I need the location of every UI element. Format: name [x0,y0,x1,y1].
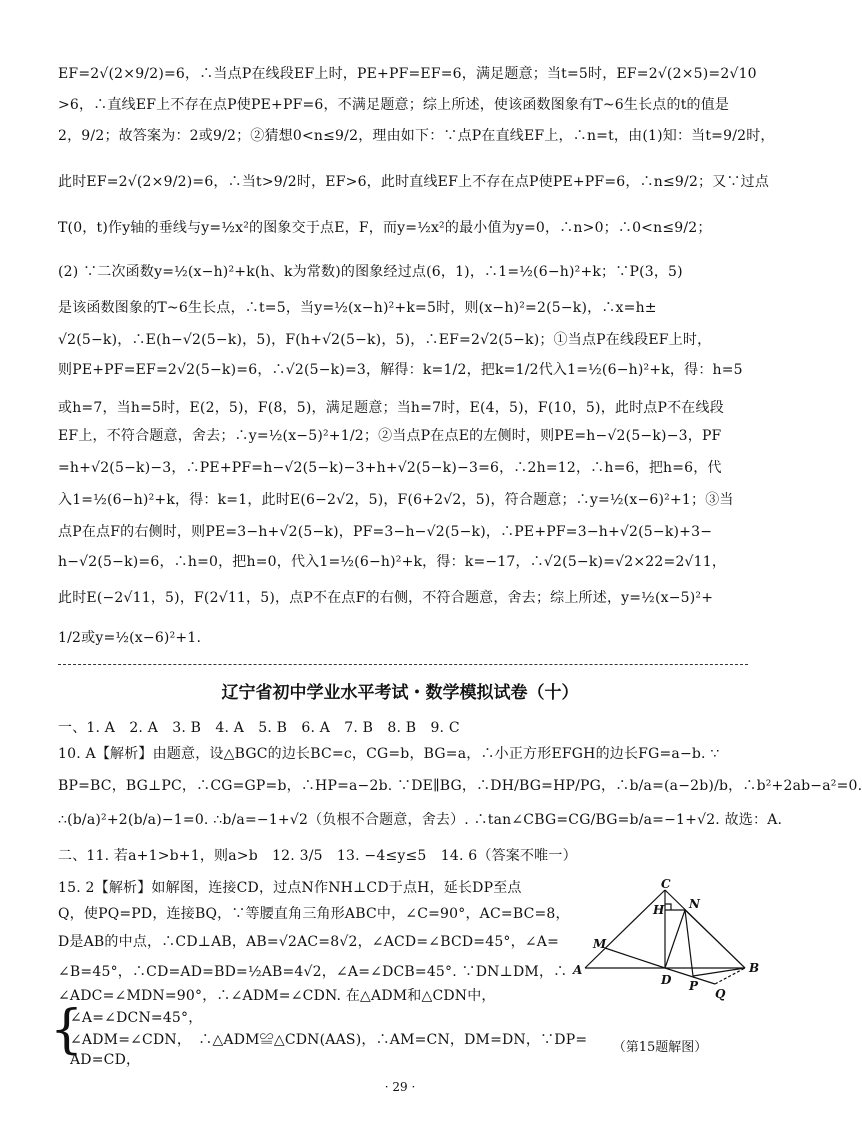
text-line: ∴(b/a)²+2(b/a)−1=0. ∴b/a=−1+√2（负根不合题意，舍去）. ∴tan∠CBG=CG/BG=b/a=−1+√2. 故选：A. [58,812,783,828]
text-line: (2) ∵二次函数y=½(x−h)²+k(h、k为常数)的图象经过点(6，1)，∴1=½(6−h)²+k；∵P(3，5) [58,264,683,280]
text-line: 一、1. A 2. A 3. B 4. A 5. B 6. A 7. B 8. B 9. C [58,720,460,736]
label-a: A [573,963,583,977]
text-line: √2(5−k)，∴E(h−√2(5−k)，5)，F(h+√2(5−k)，5)，∴EF=2√2(5−k)；①当点P在线段EF上时， [58,332,712,348]
text-line: 2，9/2；故答案为：2或9/2；②猜想0<n≤9/2，理由如下：∵点P在直线EF上，∴n=t，由(1)知：当t=9/2时， [58,128,775,144]
label-m: M [593,937,607,951]
text-line: ∠ADM=∠CDN， ∴△ADM≌△CDN(AAS)，∴AM=CN，DM=DN，∵DP= [70,1032,588,1048]
label-b: B [749,961,760,975]
text-line: 二、11. 若a+1>b+1，则a>b 12. 3/5 13. −4≤y≤5 14. 6（答案不唯一） [58,848,577,864]
text-line: Q，使PQ=PD，连接BQ，∵等腰直角三角形ABC中，∠C=90°，AC=BC=8， [58,906,570,922]
section-divider [58,664,748,665]
text-line: 则PE+PF=EF=2√2(5−k)=6，∴√2(5−k)=3，解得：k=1/2，把k=1/2代入1=½(6−h)²+k，得：h=5 [58,362,743,378]
label-q: Q [715,987,726,1001]
label-d: D [661,973,672,987]
text-line: AD=CD， [70,1052,141,1068]
text-line: EF=2√(2×9/2)=6，∴当点P在线段EF上时，PE+PF=EF=6，满足题意；当t=5时，EF=2√(2×5)=2√10 [58,66,757,82]
text-line: T(0，t)作y轴的垂线与y=½x²的图象交于点E，F，而y=½x²的最小值为y=0，∴n>0；∴0<n≤9/2； [58,220,712,236]
text-line: 此时E(−2√11，5)，F(2√11，5)，点P不在点F的右侧，不符合题意，舍去；综上所述，y=½(x−5)²+ [58,590,714,606]
text-line: 或h=7，当h=5时，E(2，5)，F(8，5)，满足题意；当h=7时，E(4，5)，F(10，5)，此时点P不在线段 [58,400,724,416]
text-line: ∠ADC=∠MDN=90°，∴∠ADM=∠CDN. 在△ADM和△CDN中， [58,988,496,1004]
text-line: ∠B=45°，∴CD=AD=BD=½AB=4√2，∠A=∠DCB=45°. ∵DN⊥DM，∴ [58,964,568,980]
text-line: D是AB的中点，∴CD⊥AB，AB=√2AC=8√2，∠ACD=∠BCD=45°，∠A= [58,934,560,950]
label-n: N [689,897,700,911]
system-brace: { [50,1000,84,1060]
segment-md [605,948,665,968]
text-line: 15. 2【解析】如解图，连接CD，过点N作NH⊥CD于点H，延长DP至点 [58,880,522,896]
text-line: BP=BC，BG⊥PC，∴CG=GP=b，∴HP=a−2b. ∵DE∥BG，∴DH/BG=HP/PG，∴b/a=(a−2b)/b，∴b²+2ab−a²=0. [58,778,862,794]
segment-dn [665,910,685,968]
text-line: EF上，不符合题意，舍去；∴y=½(x−5)²+1/2；②当点P在点E的左侧时，则PE=h−√2(5−k)−3，PF [58,428,722,444]
text-line: ∠A=∠DCN=45°， [70,1010,203,1026]
segment-np [685,910,693,976]
page-number: · 29 · [384,1080,416,1094]
text-line: 此时EF=2√(2×9/2)=6，∴当t>9/2时，EF>6，此时直线EF上不存在点P使PE+PF=6，∴n≤9/2；又∵过点 [58,174,770,190]
label-p: P [689,979,699,993]
section-title: 辽宁省初中学业水平考试・数学模拟试卷（十） [221,683,579,703]
text-line: 是该函数图象的T~6生长点，∴t=5，当y=½(x−h)²+k=5时，则(x−h)²=2(5−k)，∴x=h± [58,300,657,316]
geometry-figure [565,877,765,1030]
text-line: 入1=½(6−h)²+k，得：k=1，此时E(6−2√2，5)，F(6+2√2，5)，符合题意；∴y=½(x−6)²+1；③当 [58,492,734,508]
text-line: h−√2(5−k)=6，∴h=0，把h=0，代入1=½(6−h)²+k，得：k=−17，∴√2(5−k)=√2×22=2√11， [58,554,727,570]
segment-nb [685,910,745,968]
label-c: C [661,877,671,891]
figure-caption: （第15题解图） [612,1040,708,1055]
label-h: H [653,903,665,917]
text-line: 1/2或y=½(x−6)²+1. [58,630,202,646]
text-line: 10. A【解析】由题意，设△BGC的边长BC=c，CG=b，BG=a，∴小正方形EFGH的边长FG=a−b. ∵ [58,746,720,762]
text-line: >6，∴直线EF上不存在点P使PE+PF=6，不满足题意；综上所述，使该函数图象有T~6生长点的t的值是 [58,97,730,113]
text-line: 点P在点F的右侧时，则PE=3−h+√2(5−k)，PF=3−h−√2(5−k)，∴PE+PF=3−h+√2(5−k)+3− [58,524,713,540]
right-angle-mark [665,904,671,910]
segment-ac [585,890,665,968]
text-line: =h+√2(5−k)−3，∴PE+PF=h−√2(5−k)−3+h+√2(5−k)−3=6，∴2h=12，∴h=6，把h=6，代 [58,460,722,476]
